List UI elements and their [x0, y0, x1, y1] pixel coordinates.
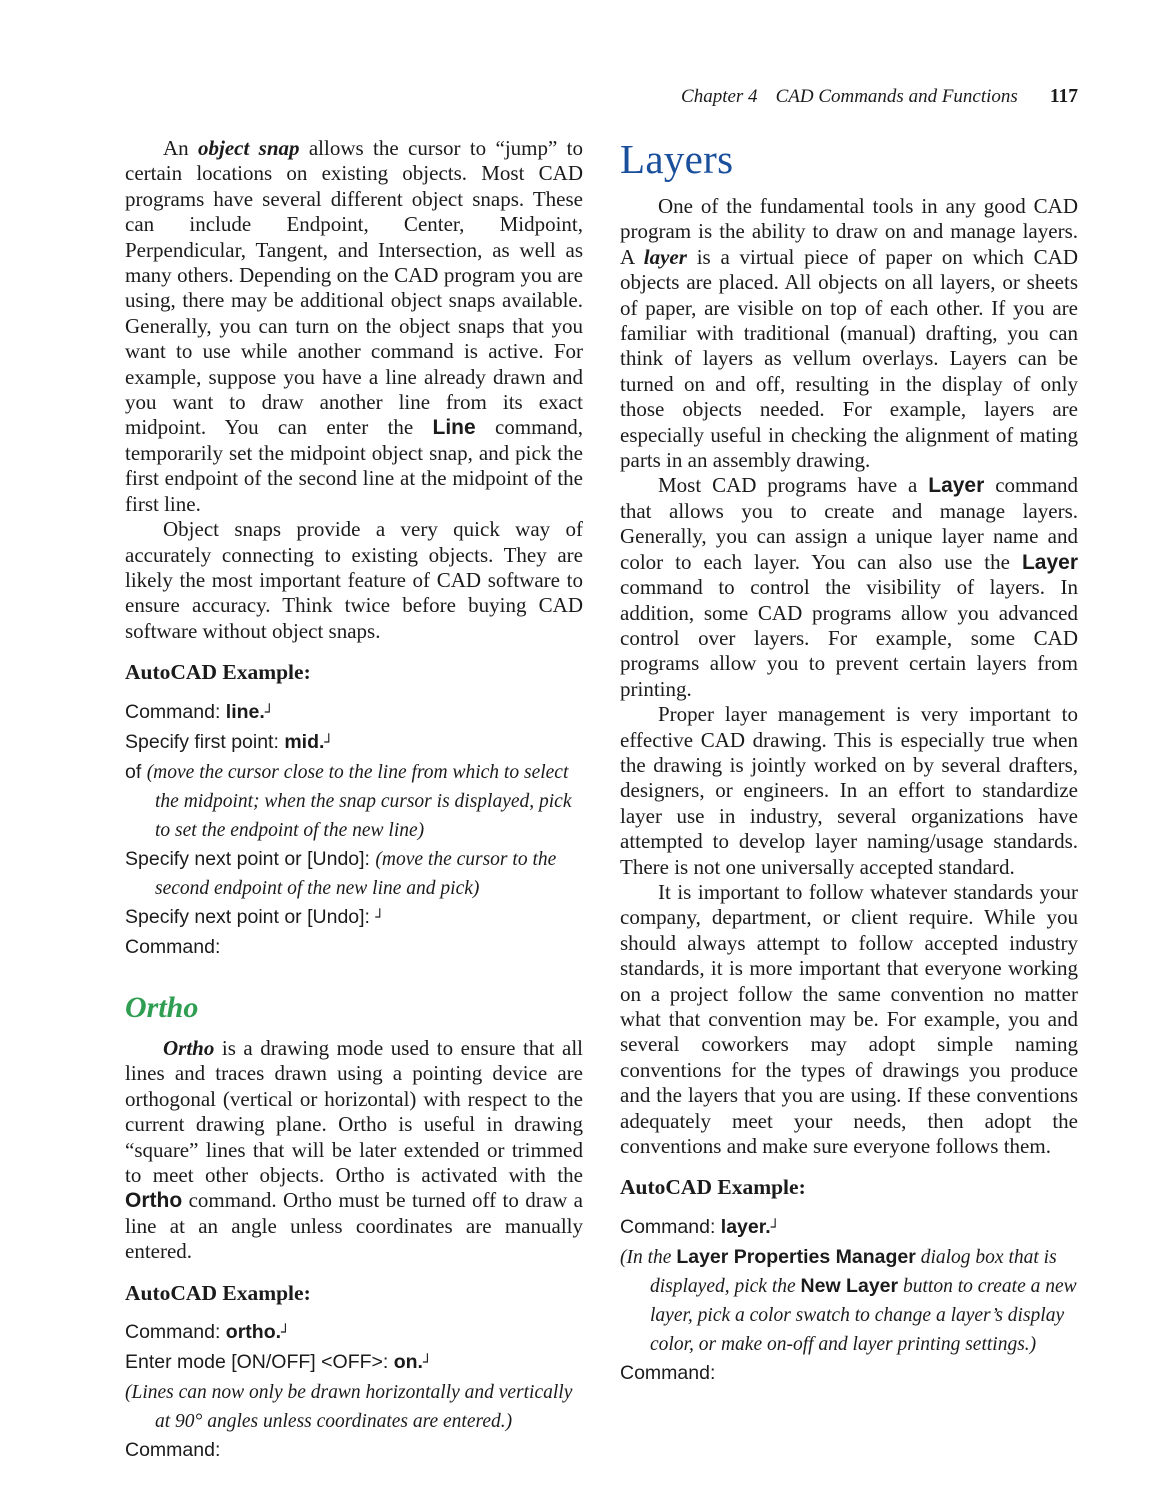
command-line: Specify next point or [Undo]: ┘: [125, 905, 385, 928]
command-line: Command: line.┘: [125, 700, 274, 723]
command-line: of (move the cursor close to the line from which to select the midpoint; when the snap cursor is displayed, pick to set the endpoint of the new line): [125, 760, 572, 841]
paragraph-object-snap-benefits: Object snaps provide a very quick way of accurately connecting to existing objects. They are likely the most important feature of CAD software to ensure accuracy. Think twice before buying CAD software without object snaps.: [125, 517, 583, 643]
command-line: (In the Layer Properties Manager dialog box that is displayed, pick the New Layer button to create a new layer, pick a color swatch to change a layer’s display color, or make on-off and layer printing settings.): [620, 1245, 1077, 1355]
left-column: [125, 136, 583, 1464]
command-line: Command:: [125, 935, 221, 958]
chapter-reference: Chapter 4: [681, 86, 758, 107]
command-line: Command:: [620, 1361, 716, 1384]
page-number: 117: [1049, 86, 1078, 107]
right-column: [620, 136, 1078, 1464]
command-example-line: [125, 698, 583, 961]
paragraph-layer-standards: It is important to follow whatever standards your company, department, or client require. While you should always attempt to follow accepted industry standards, it is more important that everyone working on a project follow the same convention no matter what that convention may be. For example, you and several coworkers may adopt simple naming conventions for the types of drawings you produce and the layers that you are using. If these conventions adequately meet your needs, then adopt the conventions and make sure everyone follows them.: [620, 879, 1078, 1159]
command-example-layer: [620, 1213, 1078, 1387]
command-line: Command: layer.┘: [620, 1215, 780, 1238]
running-header: [125, 86, 1078, 108]
section-heading-ortho: Ortho: [125, 990, 199, 1024]
paragraph-ortho: Ortho is a drawing mode used to ensure that all lines and traces drawn using a pointing device are orthogonal (vertical or horizontal) with respect to the current drawing plane. Ortho is useful in drawing “square” lines that will be later extended or trimmed to meet other objects. Ortho is activated with the Ortho command. Ortho must be turned off to draw a line at an angle unless coordinates are manually entered.: [125, 1035, 583, 1264]
paragraph-layers-intro: One of the fundamental tools in any good CAD program is the ability to draw on and manage layers. A layer is a virtual piece of paper on which CAD objects are placed. All objects on all layers, or sheets of paper, are visible on top of each other. If you are familiar with traditional (manual) drafting, you can think of layers as vellum overlays. Layers can be turned on and off, resulting in the display of only those objects needed. For example, layers are especially useful in checking the alignment of mating parts in an assembly drawing.: [620, 194, 1079, 473]
command-line: Specify next point or [Undo]: (move the cursor to the second endpoint of the new line and pick): [125, 847, 557, 899]
command-example-ortho: [125, 1318, 583, 1464]
chapter-title: CAD Commands and Functions: [775, 86, 1018, 107]
two-column-layout: [125, 136, 1078, 1464]
autocad-example-heading-3: AutoCAD Example:: [620, 1175, 806, 1200]
command-line: Command: ortho.┘: [125, 1321, 290, 1343]
autocad-example-heading-1: AutoCAD Example:: [125, 660, 311, 685]
command-line: Enter mode [ON/OFF] <OFF>: on.┘: [125, 1351, 432, 1373]
paragraph-object-snap-intro: An object snap allows the cursor to “jump” to certain locations on existing objects. Most CAD programs have several different object snaps. These can include Endpoint, Center, Midpoint, Perpendicular, Tangent, and Intersection, as well as many others. Depending on the CAD program you are using, there may be additional object snaps available. Generally, you can turn on the object snaps that you want to use while another command is active. For example, suppose you have a line already drawn and you want to draw another line from its exact midpoint. You can enter the Line command, temporarily set the midpoint object snap, and pick the first endpoint of the second line at the midpoint of the first line.: [125, 136, 584, 516]
paragraph-layer-command: Most CAD programs have a Layer command that allows you to create and manage layers. Generally, you can assign a unique layer name and color to each layer. You can also use the Layer command to control the visibility of layers. In addition, some CAD programs allow you advanced control over layers. For example, some CAD programs allow you to prevent certain layers from printing.: [620, 473, 1078, 701]
section-heading-layers: Layers: [620, 136, 734, 182]
paragraph-layer-management: Proper layer management is very important to effective CAD drawing. This is especially true when the drawing is jointly worked on by several drafters, designers, or engineers. In an effort to standardize layer use in industry, several organizations have attempted to develop layer naming/usage standards. There is not one universally accepted standard.: [620, 702, 1078, 879]
command-line: Specify first point: mid.┘: [125, 730, 334, 753]
command-line: (Lines can now only be drawn horizontally and vertically at 90° angles unless coordinates are entered.): [125, 1382, 573, 1432]
autocad-example-heading-2: AutoCAD Example:: [125, 1280, 311, 1305]
command-line: Command:: [125, 1439, 221, 1461]
